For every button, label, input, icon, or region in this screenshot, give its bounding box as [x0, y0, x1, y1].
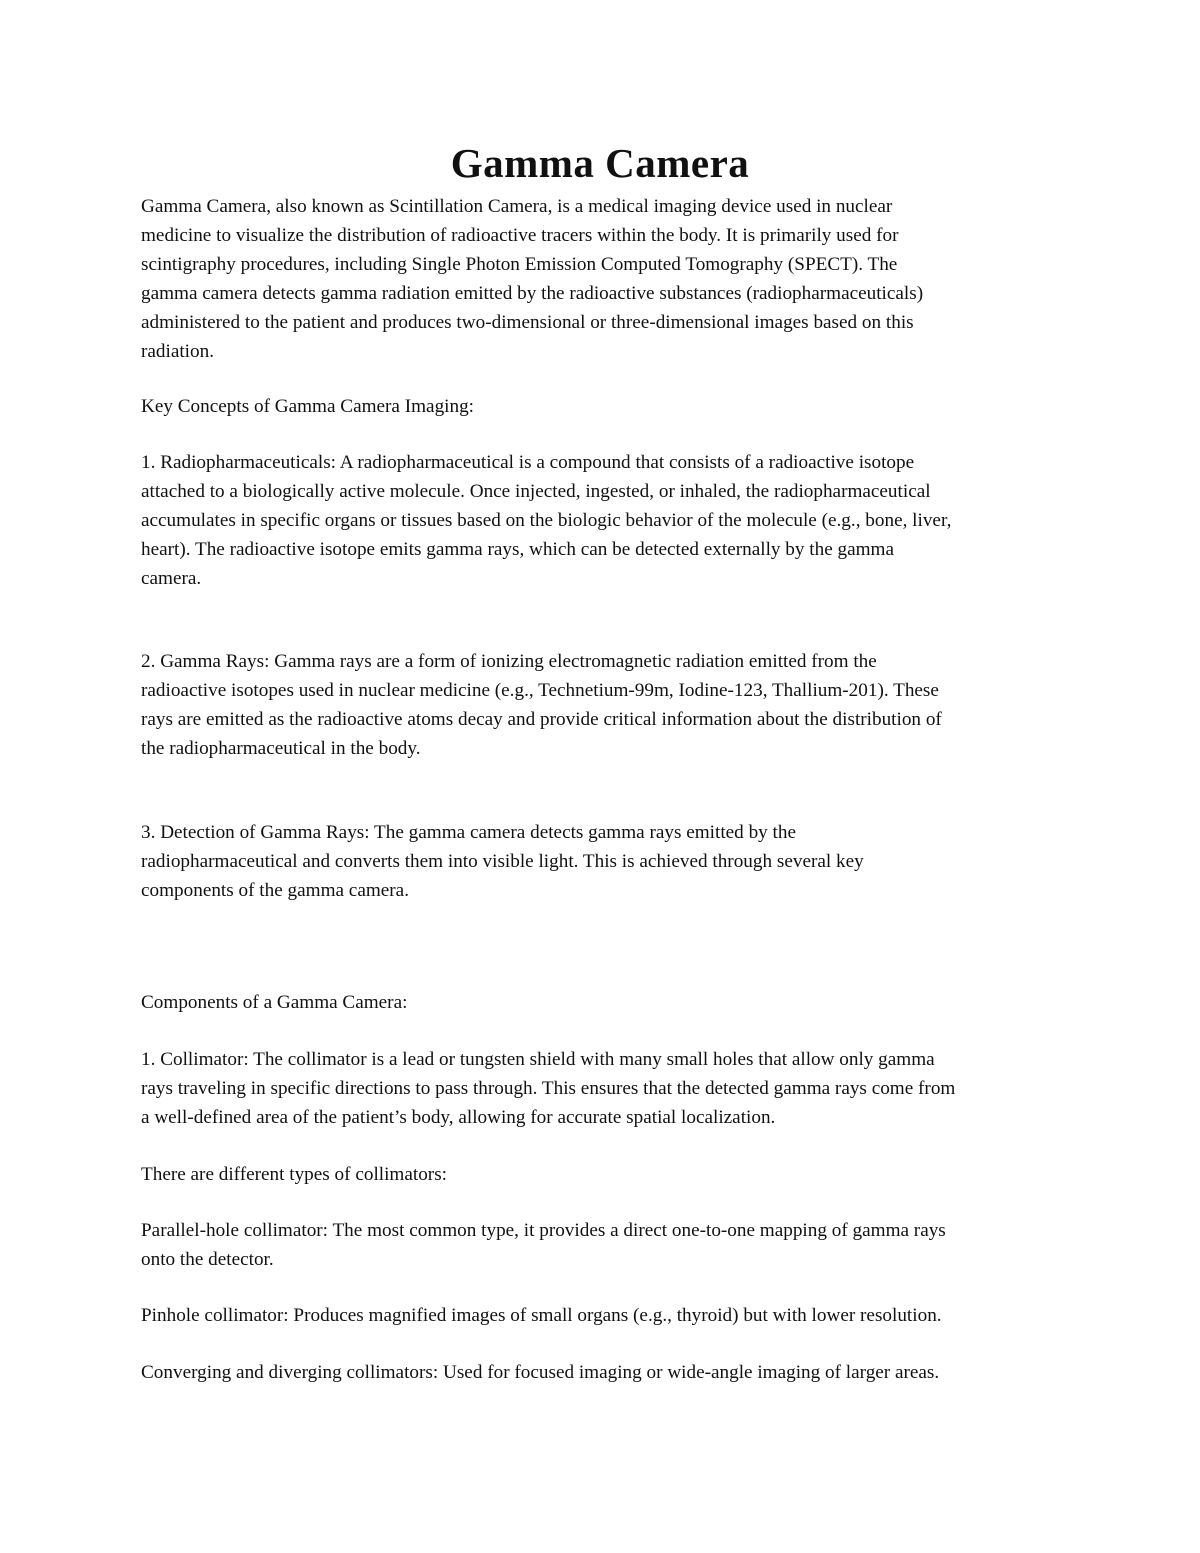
- text-line: 2. Gamma Rays: Gamma rays are a form of ionizing electromagnetic radiation emitted from the: [141, 651, 877, 672]
- components-heading: Components of a Gamma Camera:: [141, 992, 408, 1013]
- text-line: scintigraphy procedures, including Single Photon Emission Computed Tomography (SPECT). The: [141, 254, 898, 275]
- text-line: radiopharmaceutical and converts them into visible light. This is achieved through several key: [141, 851, 864, 872]
- concept-detection: [141, 818, 1071, 905]
- pinhole-collimator: Pinhole collimator: Produces magnified images of small organs (e.g., thyroid) but with lower resolution.: [141, 1305, 942, 1326]
- text-line: the radiopharmaceutical in the body.: [141, 738, 421, 759]
- text-line: Parallel-hole collimator: The most common type, it provides a direct one-to-one mapping of gamma rays: [141, 1220, 946, 1241]
- text-line: heart). The radioactive isotope emits gamma rays, which can be detected externally by the gamma: [141, 539, 894, 560]
- text-line: 1. Collimator: The collimator is a lead or tungsten shield with many small holes that allow only gamma: [141, 1049, 935, 1070]
- text-line: attached to a biologically active molecule. Once injected, ingested, or inhaled, the radiopharmaceutical: [141, 481, 931, 502]
- text-line: radiation.: [141, 341, 214, 362]
- text-line: a well-defined area of the patient’s body, allowing for accurate spatial localization.: [141, 1107, 776, 1128]
- text-line: radioactive isotopes used in nuclear medicine (e.g., Technetium-99m, Iodine-123, Thallium-201). These: [141, 680, 939, 701]
- text-line: accumulates in specific organs or tissues based on the biologic behavior of the molecule (e.g., bone, liver,: [141, 510, 952, 531]
- text-line: onto the detector.: [141, 1249, 274, 1270]
- converging-diverging-collimators: Converging and diverging collimators: Used for focused imaging or wide-angle imaging of larger areas.: [141, 1362, 940, 1383]
- concept-gamma-rays: [141, 647, 1071, 763]
- intro-paragraph: [141, 192, 1071, 366]
- text-line: rays are emitted as the radioactive atoms decay and provide critical information about the distribution of: [141, 709, 942, 730]
- key-concepts-heading: Key Concepts of Gamma Camera Imaging:: [141, 396, 475, 417]
- text-line: Gamma Camera, also known as Scintillation Camera, is a medical imaging device used in nuclear: [141, 196, 893, 217]
- text-line: gamma camera detects gamma radiation emitted by the radioactive substances (radiopharmaceuticals): [141, 283, 924, 304]
- component-collimator: [141, 1045, 1071, 1132]
- text-line: administered to the patient and produces two-dimensional or three-dimensional images based on this: [141, 312, 914, 333]
- text-line: medicine to visualize the distribution of radioactive tracers within the body. It is primarily used for: [141, 225, 899, 246]
- text-line: camera.: [141, 568, 202, 589]
- concept-radiopharmaceuticals: [141, 448, 1071, 593]
- text-line: components of the gamma camera.: [141, 880, 409, 901]
- document-title: Gamma Camera: [450, 140, 750, 186]
- parallel-hole-collimator: [141, 1216, 1071, 1274]
- collimator-types-intro: There are different types of collimators:: [141, 1164, 447, 1185]
- text-line: 3. Detection of Gamma Rays: The gamma camera detects gamma rays emitted by the: [141, 822, 796, 843]
- text-line: rays traveling in specific directions to pass through. This ensures that the detected gamma rays come from: [141, 1078, 956, 1099]
- text-line: 1. Radiopharmaceuticals: A radiopharmaceutical is a compound that consists of a radioactive isotope: [141, 452, 915, 473]
